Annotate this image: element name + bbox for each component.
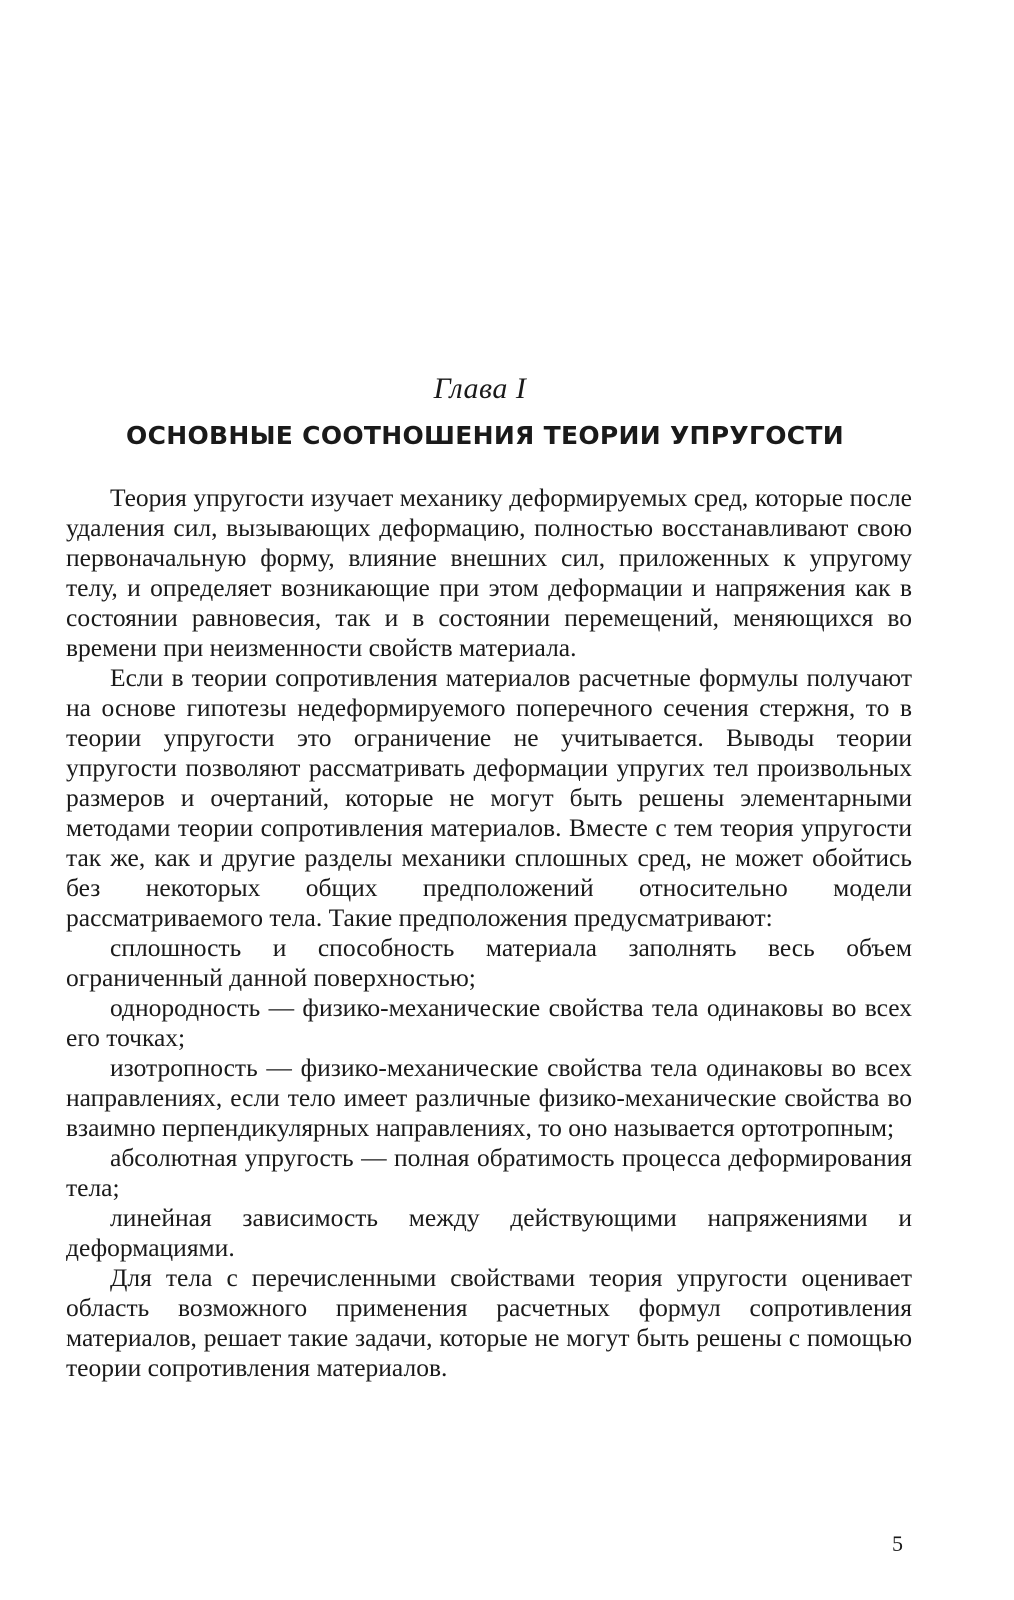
paragraph-assumptions: Если в теории сопротивления материалов расчетные формулы получают на основе гипотезы недеформируемого поперечного сечения стержня, то в теории упругости это ограничение не учитывается. Выводы теории упругости позволяют рассматривать деформации упругих тел произвольных размеров и очертаний, которые не могут быть решены элементарными методами теории сопротивления материалов. Вместе с тем теория упругости так же, как и другие разделы механики сплошных сред, не может обойтись без некоторых общих предположений относительно модели рассматриваемого тела. Такие предположения предусматривают: <box>66 663 912 932</box>
paragraph-intro: Теория упругости изучает механику деформируемых сред, которые после удаления сил, вызывающих деформацию, полностью восстанавливают свою первоначальную форму, влияние внешних сил, приложенных к упругому телу, и определяет возникающие при этом деформации и напряжения как в состоянии равновесия, так и в состоянии перемещений, меняющихся во времени при неизменности свойств материала. <box>66 483 912 662</box>
assumption-homogeneity: однородность — физико-механические свойства тела одинаковы во всех его точках; <box>66 993 912 1052</box>
page-number: 5 <box>892 1531 903 1556</box>
assumption-isotropy: изотропность — физико-механические свойства тела одинаковы во всех направлениях, если тело имеет различные физико-механические свойства во взаимно перпендикулярных направлениях, то оно называется ортотропным; <box>66 1053 912 1142</box>
assumption-continuity: сплошность и способность материала заполнять весь объем ограниченный данной поверхностью; <box>66 933 912 992</box>
assumption-linearity: линейная зависимость между действующими напряжениями и деформациями. <box>66 1203 912 1262</box>
chapter-label: Глава I <box>433 372 527 405</box>
chapter-title: ОСНОВНЫЕ СООТНОШЕНИЯ ТЕОРИИ УПРУГОСТИ <box>126 421 844 450</box>
chapter-body <box>66 483 912 1383</box>
assumption-elasticity: абсолютная упругость — полная обратимость процесса деформирования тела; <box>66 1143 912 1202</box>
paragraph-conclusion: Для тела с перечисленными свойствами теория упругости оценивает область возможного применения расчетных формул сопротивления материалов, решает такие задачи, которые не могут быть решены с помощью теории сопротивления материалов. <box>66 1263 912 1382</box>
